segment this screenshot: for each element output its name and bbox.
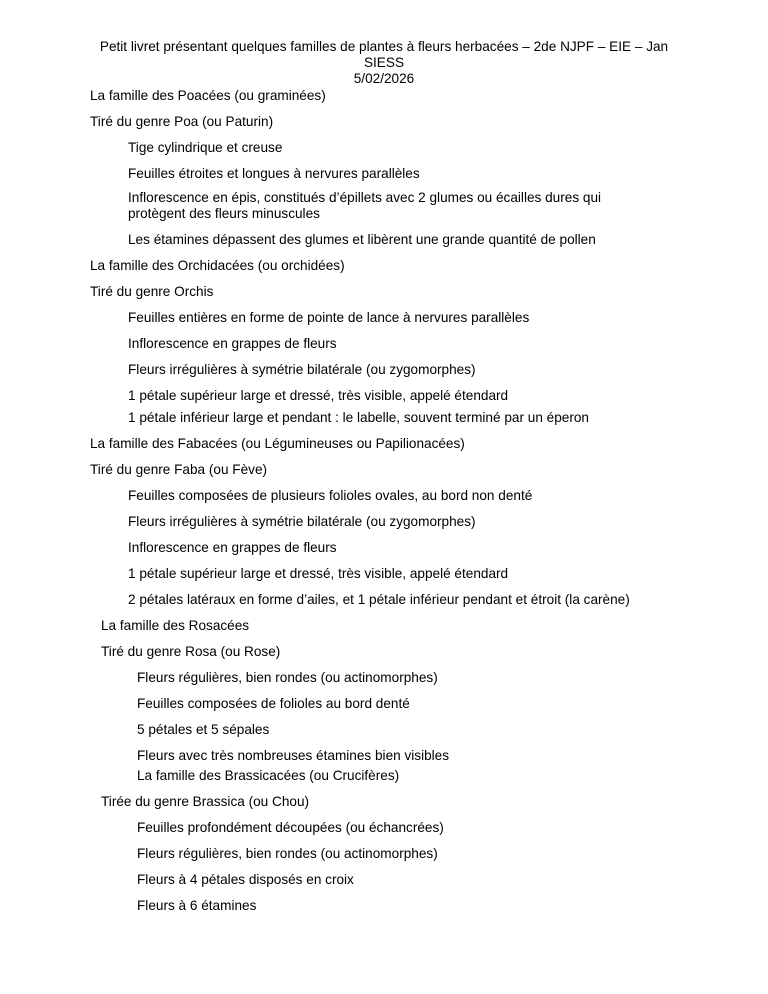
- trait-item: 1 pétale inférieur large et pendant : le labelle, souvent terminé par un éperon: [128, 410, 589, 425]
- trait-item: 1 pétale supérieur large et dressé, très visible, appelé étendard: [128, 566, 509, 581]
- trait-item: Fleurs à 6 étamines: [137, 898, 257, 913]
- trait-item: 2 pétales latéraux en forme d’ailes, et 1 pétale inférieur pendant et étroit (la carène): [128, 592, 630, 607]
- trait-item: Feuilles étroites et longues à nervures parallèles: [128, 166, 420, 181]
- family-heading: La famille des Orchidacées (ou orchidées): [90, 258, 345, 273]
- trait-item: Inflorescence en épis, constitués d’épillets avec 2 glumes ou écailles dures qui protègent des fleurs minuscules: [128, 190, 602, 221]
- document-title: Petit livret présentant quelques familles de plantes à fleurs herbacées – 2de NJPF – EIE – Jan: [99, 39, 669, 54]
- trait-item: Feuilles profondément découpées (ou échancrées): [137, 820, 444, 835]
- trait-item: Fleurs irrégulières à symétrie bilatérale (ou zygomorphes): [128, 362, 476, 377]
- genus-heading: Tiré du genre Orchis: [90, 284, 214, 299]
- trait-item: 1 pétale supérieur large et dressé, très visible, appelé étendard: [128, 388, 509, 403]
- trait-item: 5 pétales et 5 sépales: [137, 722, 270, 737]
- trait-item: Fleurs avec très nombreuses étamines bien visibles: [137, 748, 450, 763]
- trait-item: Fleurs régulières, bien rondes (ou actinomorphes): [137, 846, 438, 861]
- trait-item: Fleurs irrégulières à symétrie bilatérale (ou zygomorphes): [128, 514, 476, 529]
- genus-heading: Tiré du genre Faba (ou Fève): [90, 462, 268, 477]
- trait-item: Tige cylindrique et creuse: [128, 140, 283, 155]
- trait-item: Inflorescence en grappes de fleurs: [128, 540, 337, 555]
- document-date: 5/02/2026: [353, 71, 415, 86]
- family-heading: La famille des Fabacées (ou Légumineuses ou Papilionacées): [90, 436, 465, 451]
- genus-heading: Tiré du genre Poa (ou Paturin): [90, 114, 274, 129]
- trait-item: Fleurs régulières, bien rondes (ou actinomorphes): [137, 670, 438, 685]
- trait-item: Feuilles entières en forme de pointe de lance à nervures parallèles: [128, 310, 530, 325]
- genus-heading: Tiré du genre Rosa (ou Rose): [101, 644, 281, 659]
- trait-item: Feuilles composées de folioles au bord denté: [137, 696, 410, 711]
- trait-item: Fleurs à 4 pétales disposés en croix: [137, 872, 354, 887]
- trait-item: Les étamines dépassent des glumes et libèrent une grande quantité de pollen: [128, 232, 596, 247]
- trait-item: Feuilles composées de plusieurs folioles ovales, au bord non denté: [128, 488, 533, 503]
- trait-item: Inflorescence en grappes de fleurs: [128, 336, 337, 351]
- family-heading: La famille des Rosacées: [101, 618, 250, 633]
- author-name: SIESS: [363, 55, 405, 70]
- family-heading: La famille des Brassicacées (ou Crucifères): [137, 768, 400, 783]
- genus-heading: Tirée du genre Brassica (ou Chou): [101, 794, 310, 809]
- family-heading: La famille des Poacées (ou graminées): [90, 88, 326, 103]
